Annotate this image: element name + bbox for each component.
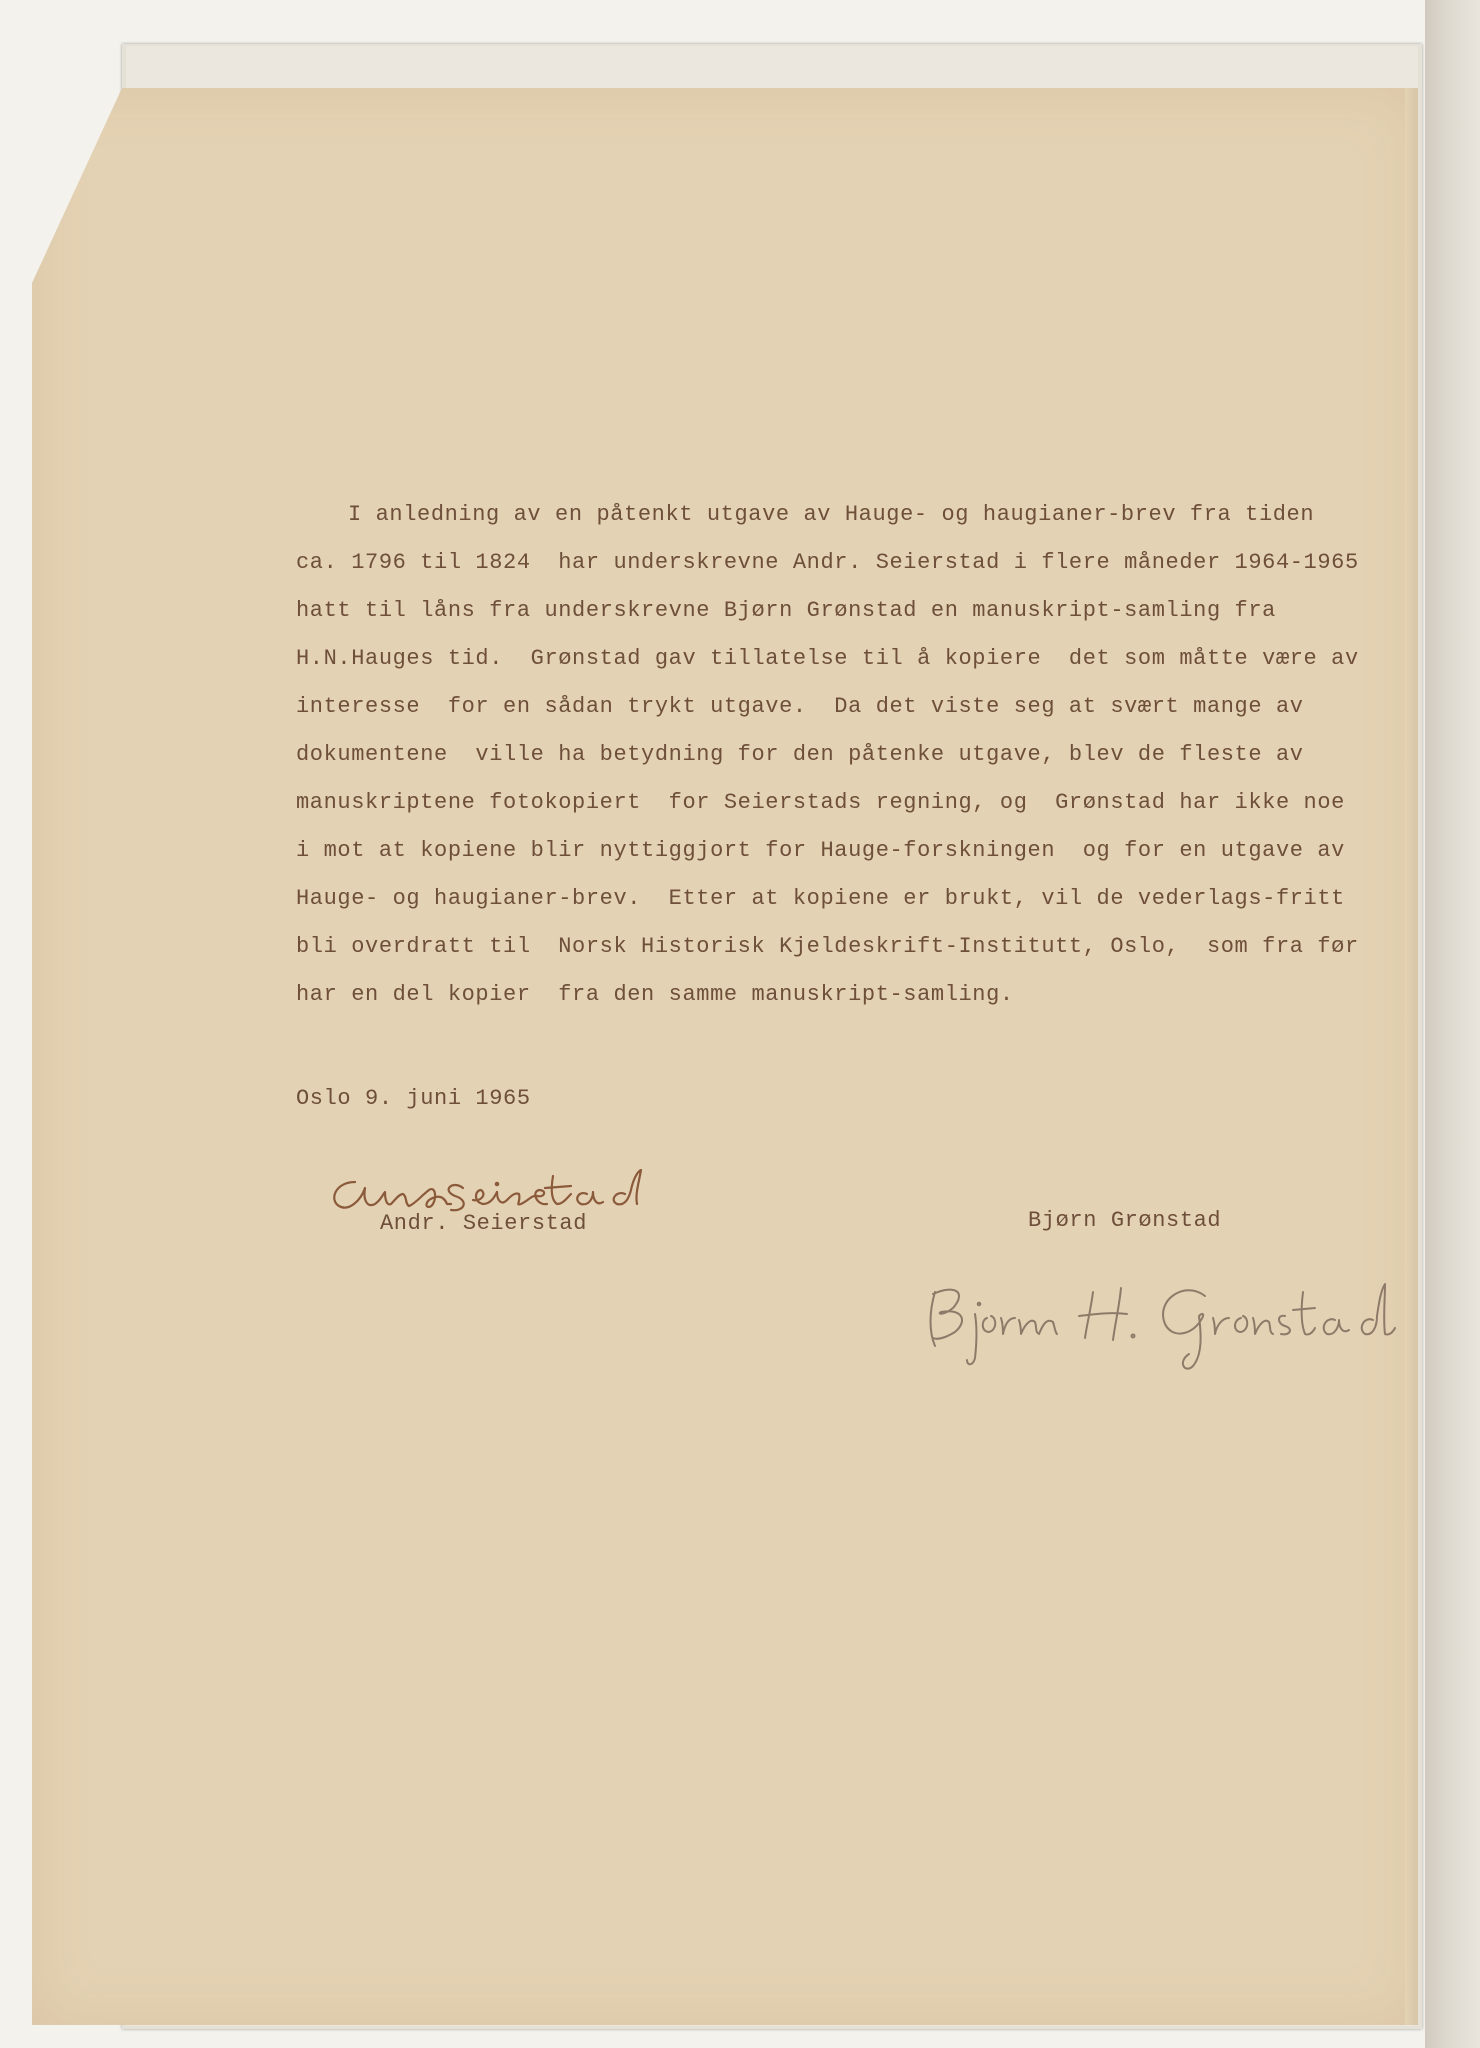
signatory-left-name: Andr. Seierstad: [380, 1211, 588, 1236]
paragraph-line-11: har en del kopier fra den samme manuskript-samling.: [296, 982, 1014, 1007]
handwritten-signature-right: [915, 1262, 1405, 1382]
paragraph-line-1: I anledning av en påtenkt utgave av Hauge- og haugianer-brev fra tiden: [348, 502, 1315, 527]
paragraph-line-6: dokumentene ville ha betydning for den påtenke utgave, blev de fleste av: [296, 742, 1304, 767]
paragraph-line-9: Hauge- og haugianer-brev. Etter at kopiene er brukt, vil de vederlags-fritt: [296, 886, 1345, 911]
paragraph-line-10: bli overdratt til Norsk Historisk Kjeldeskrift-Institutt, Oslo, som fra før: [296, 934, 1359, 959]
handwritten-signature-left: [325, 1160, 665, 1230]
paragraph-line-3: hatt til låns fra underskrevne Bjørn Grønstad en manuskript-samling fra: [296, 598, 1276, 623]
signatory-right-name: Bjørn Grønstad: [1028, 1208, 1222, 1233]
paragraph-line-8: i mot at kopiene blir nyttiggjort for Hauge-forskningen og for en utgave av: [296, 838, 1345, 863]
paragraph-line-2: ca. 1796 til 1824 har underskrevne Andr. Seierstad i flere måneder 1964-1965: [296, 550, 1359, 575]
paragraph-line-5: interesse for en sådan trykt utgave. Da det viste seg at svært mange av: [296, 694, 1304, 719]
paragraph-line-4: H.N.Hauges tid. Grønstad gav tillatelse til å kopiere det som måtte være av: [296, 646, 1359, 671]
paragraph-line-7: manuskriptene fotokopiert for Seierstads regning, og Grønstad har ikke noe: [296, 790, 1345, 815]
place-date: Oslo 9. juni 1965: [296, 1086, 531, 1111]
